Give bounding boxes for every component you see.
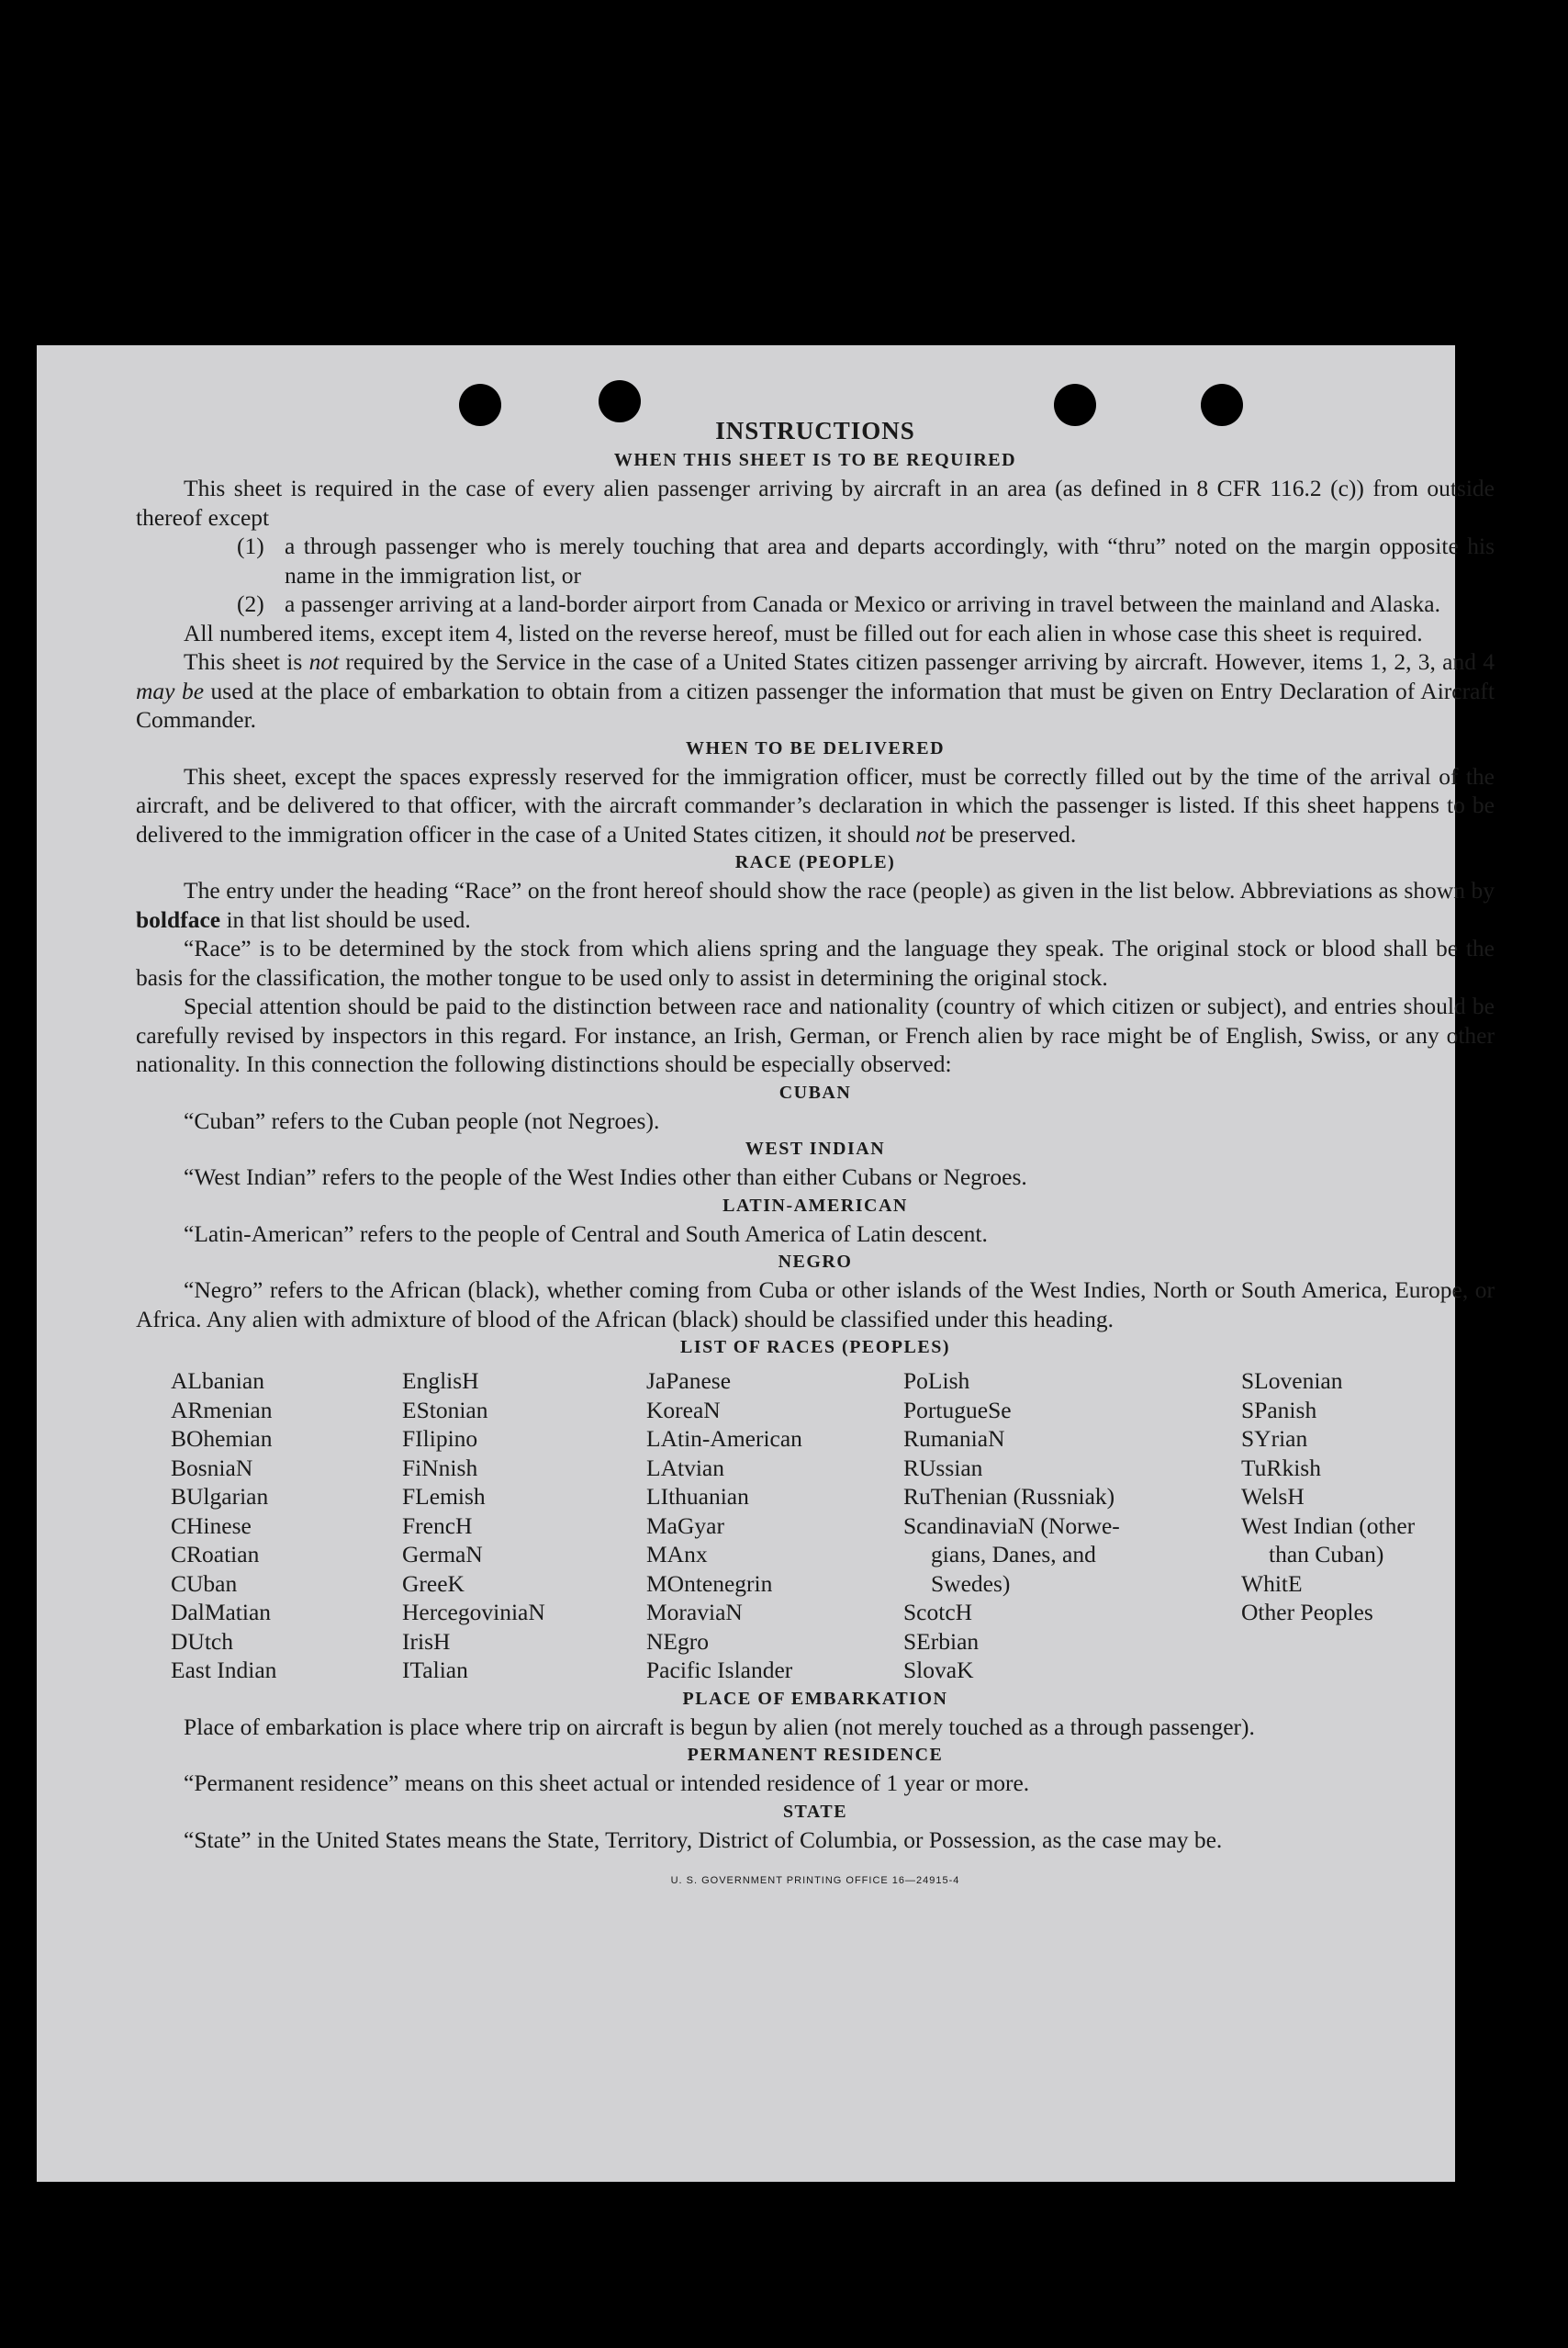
race-item: WhitE: [1241, 1569, 1303, 1597]
race-item: KoreaN: [646, 1396, 721, 1423]
paragraph: This sheet, except the spaces expressly reserved for the immigration officer, must be correctly filled out by the time of the arrival of the aircraft, and be delivered to that officer, with the aircraft commander’s declaration in which the passenger is listed. If this sheet happens to be delivered to the immigration officer in the case of a United States citizen, it should not be preserved.: [136, 762, 1495, 848]
race-column-5: [1241, 1366, 1507, 1685]
race-item: FIlipino: [402, 1425, 478, 1452]
paragraph: “Race” is to be determined by the stock from which aliens spring and the language they speak. The original stock or blood shall be the basis for the classification, the mother tongue to be used only to assist in determining the original stock.: [136, 935, 1495, 991]
race-item: CRoatian: [171, 1541, 260, 1567]
paragraph: “State” in the United States means the State, Territory, District of Columbia, or Possession, as the case may be.: [184, 1826, 1223, 1853]
race-item: LIthuanian: [646, 1483, 749, 1510]
paragraph: Special attention should be paid to the distinction between race and nationality (country of which citizen or subject), and entries should be carefully revised by inspectors in this regard. For instance, an Irish, German, or French alien by race might be of English, Swiss, or any other nationality. In this connection the following distinctions should be especially observed:: [136, 993, 1495, 1077]
section-heading: LIST OF RACES (PEOPLES): [679, 1337, 950, 1357]
section-heading: PLACE OF EMBARKATION: [682, 1688, 948, 1709]
race-item: West Indian (other: [1241, 1511, 1416, 1539]
race-item: DUtch: [171, 1627, 233, 1655]
document-sheet: [37, 345, 1495, 2182]
race-item: FiNnish: [402, 1454, 478, 1481]
paragraph: “Permanent residence” means on this sheet actual or intended residence of 1 year or more.: [184, 1769, 1030, 1796]
race-list: [171, 1366, 1495, 1685]
race-item: PoLish: [903, 1367, 970, 1394]
section-heading: PERMANENT RESIDENCE: [687, 1745, 944, 1765]
item-text: a through passenger who is merely touching that area and departs accordingly, with “thru” noted on the margin opposite his name in the immigration list, or: [285, 533, 1495, 589]
race-item: ITalian: [402, 1657, 468, 1683]
race-item: GreeK: [402, 1569, 465, 1597]
race-column-3: [646, 1366, 903, 1685]
race-item: RumaniaN: [903, 1425, 1005, 1452]
race-item: MaGyar: [646, 1511, 724, 1539]
paragraph: “Latin-American” refers to the people of Central and South America of Latin descent.: [184, 1219, 988, 1247]
page-title: INSTRUCTIONS: [715, 417, 915, 444]
race-item: SPanish: [1241, 1396, 1317, 1423]
race-item: TuRkish: [1241, 1454, 1321, 1481]
paragraph: This sheet is not required by the Service in the case of a United States citizen passenger arriving by aircraft. However, items 1, 2, 3, and 4 may be used at the place of embarkation to obtain from a citizen passenger the information that must be given on Entry Declaration of Aircraft Commander.: [136, 648, 1495, 733]
race-item: HercegoviniaN: [402, 1599, 545, 1625]
race-item: FrencH: [402, 1511, 473, 1539]
race-item: EnglisH: [402, 1367, 479, 1394]
race-item: CHinese: [171, 1511, 252, 1539]
race-item: ScandinaviaN (Norwe-: [903, 1511, 1120, 1539]
section-heading: CUBAN: [778, 1082, 852, 1103]
section-heading: LATIN-AMERICAN: [722, 1195, 908, 1216]
race-item: CUban: [171, 1569, 238, 1597]
race-item: BUlgarian: [171, 1483, 269, 1510]
race-item: Swedes): [931, 1569, 1011, 1597]
race-item: ARmenian: [171, 1396, 273, 1423]
race-item: SLovenian: [1241, 1367, 1343, 1394]
race-item: SErbian: [903, 1627, 980, 1655]
race-item: DalMatian: [171, 1599, 272, 1625]
race-item: MAnx: [646, 1541, 708, 1567]
list-item: [237, 590, 1495, 619]
paragraph: “West Indian” refers to the people of the West Indies other than either Cubans or Negroes.: [184, 1163, 1027, 1190]
race-column-2: [402, 1366, 646, 1685]
race-column-1: [171, 1366, 402, 1685]
section-heading: WHEN THIS SHEET IS TO BE REQUIRED: [613, 450, 1017, 470]
race-item: WelsH: [1241, 1483, 1305, 1510]
race-item: Pacific Islander: [646, 1657, 793, 1683]
item-text: a passenger arriving at a land-border airport from Canada or Mexico or arriving in travel between the mainland and Alaska.: [285, 590, 1440, 617]
race-item: gians, Danes, and: [931, 1541, 1096, 1567]
race-item: BosniaN: [171, 1454, 253, 1481]
race-item: PortugueSe: [903, 1396, 1012, 1423]
race-item: East Indian: [171, 1657, 277, 1683]
race-item: SYrian: [1241, 1425, 1308, 1452]
printer-imprint: U. S. GOVERNMENT PRINTING OFFICE 16—24915-4: [670, 1875, 960, 1886]
section-heading: RACE (PEOPLE): [734, 852, 896, 872]
list-item: [237, 532, 1495, 590]
section-heading: WHEN TO BE DELIVERED: [685, 737, 946, 758]
race-item: ScotcH: [903, 1599, 973, 1625]
race-item: SlovaK: [903, 1657, 974, 1683]
race-item: Other Peoples: [1241, 1599, 1373, 1625]
paragraph: The entry under the heading “Race” on the front hereof should show the race (people) as given in the list below. Abbreviations as shown by boldface in that list should be used.: [136, 877, 1495, 933]
race-item: NEgro: [646, 1627, 709, 1655]
race-item: RUssian: [903, 1454, 983, 1481]
race-item: BOhemian: [171, 1425, 273, 1452]
race-item: MoraviaN: [646, 1599, 743, 1625]
paragraph: This sheet is required in the case of every alien passenger arriving by aircraft in an area (as defined in 8 CFR 116.2 (c)) from outside thereof except: [136, 475, 1495, 531]
section-heading: WEST INDIAN: [745, 1139, 886, 1159]
paragraph: Place of embarkation is place where trip on aircraft is begun by alien (not merely touched as a through passenger).: [184, 1713, 1255, 1740]
race-item: JaPanese: [646, 1367, 732, 1394]
paragraph: All numbered items, except item 4, listed on the reverse hereof, must be filled out for each alien in whose case this sheet is required.: [184, 619, 1423, 646]
race-item: IrisH: [402, 1627, 451, 1655]
section-heading: NEGRO: [778, 1252, 853, 1272]
race-item: LAtvian: [646, 1454, 724, 1481]
race-item: ALbanian: [171, 1367, 264, 1394]
paragraph: “Negro” refers to the African (black), whether coming from Cuba or other islands of the West Indies, North or South America, Europe, or Africa. Any alien with admixture of blood of the African (black) should be classified under this heading.: [136, 1276, 1495, 1332]
race-column-4: [903, 1366, 1241, 1685]
race-item: FLemish: [402, 1483, 486, 1510]
document-body: [136, 415, 1495, 1896]
item-number: (1): [237, 533, 264, 559]
item-number: (2): [237, 590, 264, 617]
race-item: EStonian: [402, 1396, 488, 1423]
race-item: LAtin-American: [646, 1425, 802, 1452]
race-item: than Cuban): [1269, 1541, 1384, 1567]
race-item: GermaN: [402, 1541, 483, 1567]
paragraph: “Cuban” refers to the Cuban people (not Negroes).: [184, 1107, 660, 1134]
race-item: MOntenegrin: [646, 1569, 773, 1597]
section-heading: STATE: [782, 1801, 848, 1822]
race-item: RuThenian (Russniak): [903, 1483, 1115, 1510]
